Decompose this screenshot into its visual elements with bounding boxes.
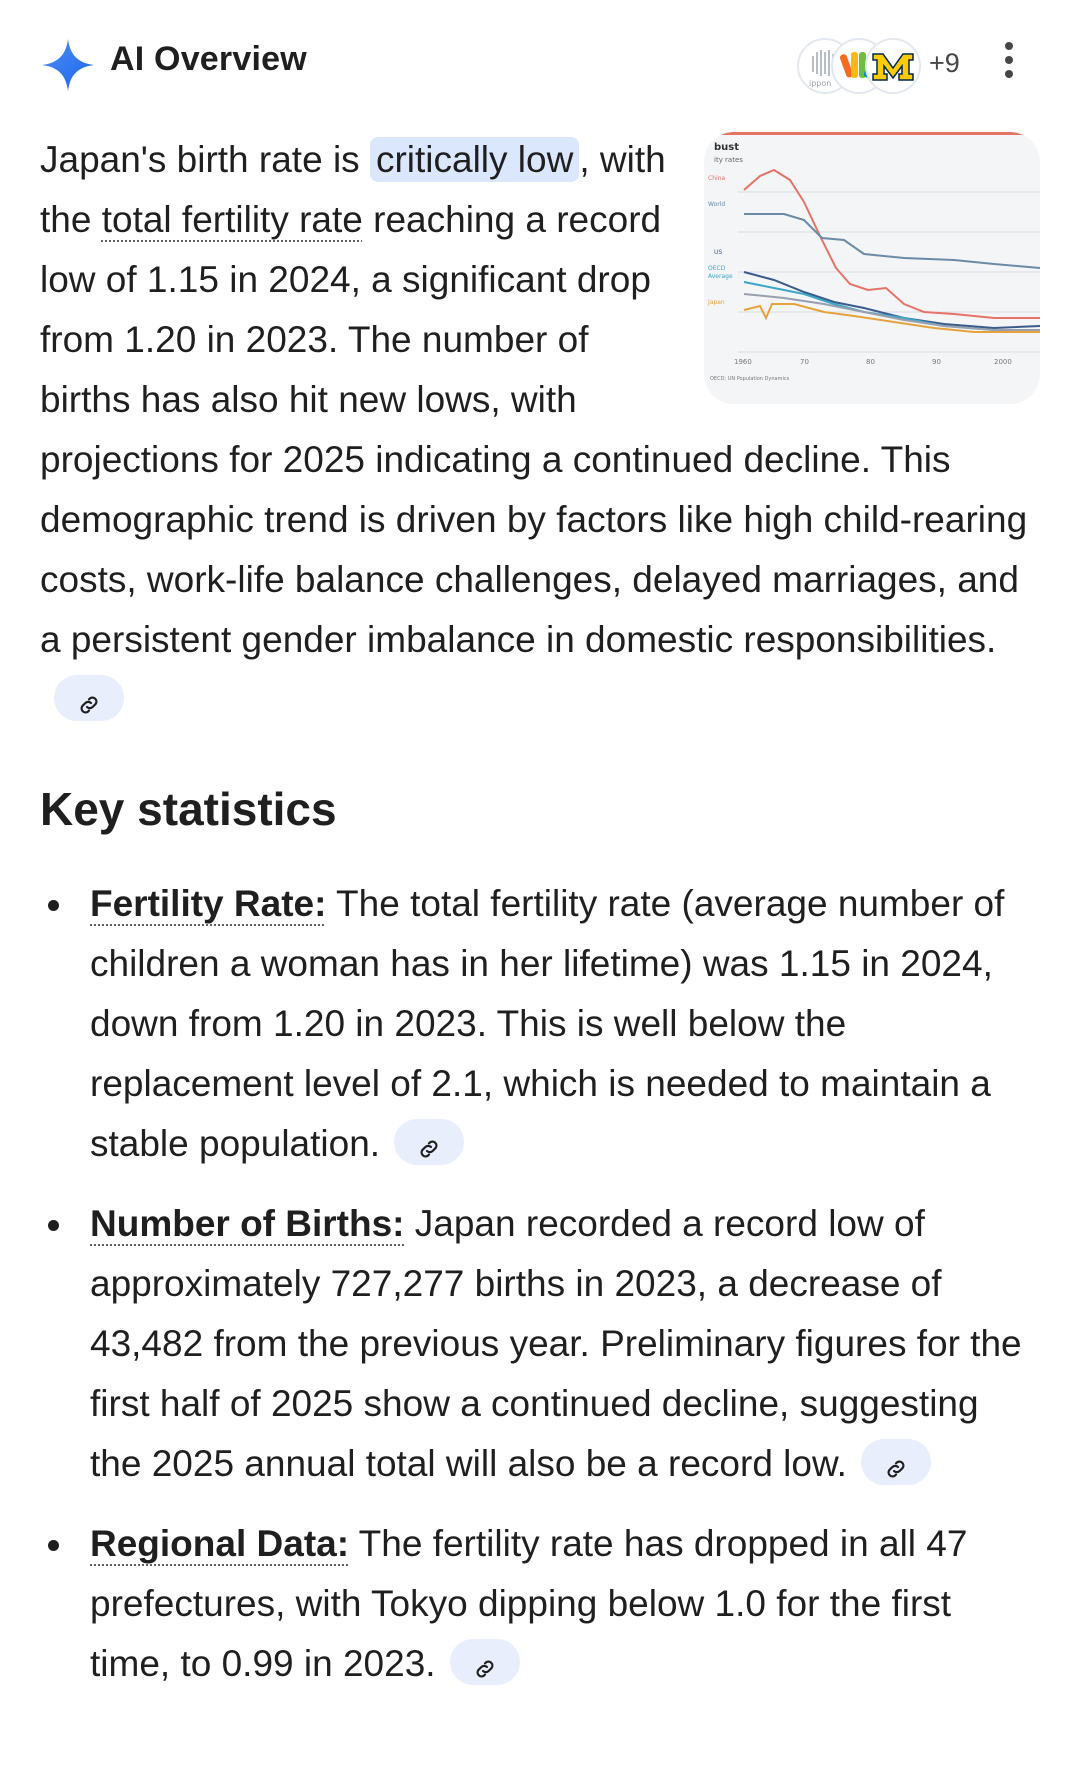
chart-label-world: World bbox=[708, 201, 726, 208]
link-icon bbox=[884, 1457, 908, 1481]
ai-overview-header bbox=[40, 34, 1040, 96]
citation-button[interactable] bbox=[450, 1639, 520, 1685]
intro-text-2: , with the bbox=[40, 139, 666, 240]
block-m-logo-icon bbox=[867, 40, 919, 92]
stat-text: The total fertility rate (average number of children a woman has in her lifetime) was 1.15 in 2024, down from 1.20 in 2023. This is well below the replacement level of 2.1, which is needed to maintain a stable population. bbox=[90, 883, 1005, 1164]
link-icon bbox=[417, 1137, 441, 1161]
chart-label-oecd: OECD bbox=[708, 265, 726, 272]
chart-xtick: 90 bbox=[932, 358, 941, 366]
list-item bbox=[40, 1514, 1040, 1694]
link-icon bbox=[77, 693, 101, 717]
stat-label-regional-data[interactable]: Regional Data: bbox=[90, 1523, 350, 1564]
chart-xtick: 80 bbox=[866, 358, 875, 366]
list-item bbox=[40, 874, 1040, 1174]
source-logo-michigan[interactable] bbox=[865, 38, 921, 94]
chart-label-us: US bbox=[714, 249, 723, 256]
overview-summary bbox=[40, 130, 1040, 730]
chart-xtick: 1960 bbox=[734, 358, 752, 366]
chart-xtick: 2000 bbox=[994, 358, 1012, 366]
intro-text-3: reaching a record low of 1.15 in 2024, a significant drop from 1.20 in 2023. The number of births has also hit new lows, with projections for 2025 indicating a continued decline. This demographic trend is driven by factors like high child-rearing costs, work-life balance challenges, delayed marriages, and a persistent gender imbalance in domestic responsibilities. bbox=[40, 199, 1028, 660]
chart-title: bust bbox=[714, 142, 740, 153]
citation-button[interactable] bbox=[861, 1439, 931, 1485]
citation-button[interactable] bbox=[394, 1119, 464, 1165]
more-options-icon[interactable] bbox=[1002, 42, 1016, 86]
fertility-chart-thumbnail[interactable] bbox=[704, 132, 1040, 404]
link-total-fertility-rate[interactable]: total fertility rate bbox=[101, 199, 363, 240]
list-item bbox=[40, 1194, 1040, 1494]
highlight-critically-low[interactable]: critically low bbox=[370, 137, 579, 182]
overview-title: AI Overview bbox=[110, 40, 307, 78]
citation-button[interactable] bbox=[54, 675, 124, 721]
chart-label-china: China bbox=[708, 175, 726, 182]
chart-xtick: 70 bbox=[800, 358, 809, 366]
fertility-trend-chart bbox=[704, 132, 1040, 404]
svg-text:ippon: ippon bbox=[809, 79, 832, 88]
chart-label-japan: Japan bbox=[708, 299, 725, 306]
key-statistics-list bbox=[40, 874, 1040, 1714]
chart-subtitle: ity rates bbox=[714, 156, 743, 164]
chart-source: OECD; UN Population Dynamics bbox=[710, 376, 790, 382]
sparkle-icon bbox=[40, 37, 96, 93]
section-title: Key statistics bbox=[40, 783, 337, 835]
stat-label-fertility-rate[interactable]: Fertility Rate: bbox=[90, 883, 327, 924]
intro-text-1: Japan's birth rate is bbox=[40, 139, 370, 180]
stat-label-number-of-births[interactable]: Number of Births: bbox=[90, 1203, 405, 1244]
stat-text: The fertility rate has dropped in all 47 prefectures, with Tokyo dipping below 1.0 for the first time, to 0.99 in 2023. bbox=[90, 1523, 968, 1684]
link-icon bbox=[473, 1657, 497, 1681]
more-sources-count[interactable]: +9 bbox=[929, 48, 960, 78]
chart-label-average: Average bbox=[708, 273, 733, 280]
stat-text: Japan recorded a record low of approximately 727,277 births in 2023, a decrease of 43,482 from the previous year. Preliminary figures for the first half of 2025 show a continued decline, suggesting the 2025 annual total will also be a record low. bbox=[90, 1203, 1022, 1484]
